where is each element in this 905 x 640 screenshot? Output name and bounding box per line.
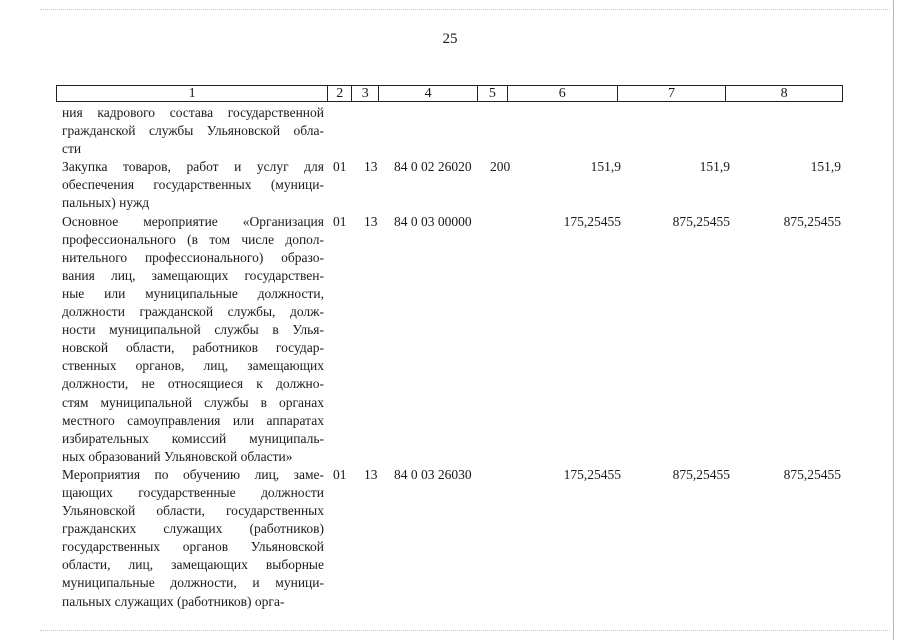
- description-line: должности гражданской службы, долж-: [62, 304, 324, 320]
- description-line: ные или муниципальные должности,: [62, 285, 324, 301]
- row-description: [62, 104, 324, 158]
- header-col-1: 1: [57, 86, 328, 101]
- row-description: [62, 213, 324, 466]
- cell-c6: 151,9: [590, 159, 621, 175]
- description-line: пальных служащих (работников) орга-: [62, 593, 285, 609]
- description-line: ния кадрового состава государственной: [62, 105, 324, 120]
- description-line: избирательных комиссий муниципаль-: [62, 430, 324, 446]
- description-line: новской области, работников государ-: [62, 340, 324, 356]
- description-line: щающих государственные должности: [62, 484, 324, 500]
- description-line: муниципальные должности, и муници-: [62, 575, 324, 591]
- description-line: профессионального (в том числе допол-: [62, 231, 324, 247]
- header-col-5: 5: [478, 86, 508, 101]
- description-line: пальных) нужд: [62, 195, 150, 211]
- description-line: Закупка товаров, работ и услуг для: [62, 159, 324, 175]
- description-line: ных образований Ульяновской области»: [62, 448, 293, 464]
- cell-c4: 84 0 03 00000: [394, 213, 472, 229]
- cell-c7: 875,25455: [672, 466, 730, 482]
- description-line: должности, не относящиеся к должно-: [62, 376, 324, 392]
- cell-c4: 84 0 02 26020: [394, 159, 472, 175]
- description-line: области, лиц, замещающих выборные: [62, 557, 324, 573]
- description-line: ности муниципальной службы в Улья-: [62, 322, 324, 338]
- cell-c2: 01: [333, 466, 347, 482]
- description-line: гражданской службы Ульяновской обла-: [62, 123, 324, 139]
- header-col-2: 2: [328, 86, 352, 101]
- description-line: Ульяновской области, государственных: [62, 503, 324, 519]
- cell-c8: 875,25455: [783, 466, 841, 482]
- cell-c6: 175,25455: [563, 466, 621, 482]
- header-col-4: 4: [379, 86, 478, 101]
- table-header: [56, 85, 843, 102]
- table-row: [0, 158, 905, 212]
- description-line: Мероприятия по обучению лиц, заме-: [62, 466, 324, 482]
- description-line: обеспечения государственных (муници-: [62, 177, 324, 193]
- description-line: гражданских служащих (работников): [62, 521, 324, 537]
- description-line: сти: [62, 141, 82, 157]
- scan-artifact-top: [40, 9, 890, 10]
- description-line: государственных органов Ульяновской: [62, 539, 324, 555]
- row-description: [62, 158, 324, 212]
- cell-c2: 01: [333, 159, 347, 175]
- header-col-3: 3: [352, 86, 379, 101]
- header-col-6: 6: [508, 86, 618, 101]
- scan-artifact-bottom: [40, 630, 890, 631]
- cell-c7: 875,25455: [672, 213, 730, 229]
- cell-c4: 84 0 03 26030: [394, 466, 472, 482]
- description-line: местного самоуправления или аппаратах: [62, 412, 324, 428]
- header-col-8: 8: [780, 86, 788, 101]
- cell-c3: 13: [364, 466, 378, 482]
- cell-c2: 01: [333, 213, 347, 229]
- cell-c3: 13: [364, 159, 378, 175]
- table-row: [0, 104, 905, 158]
- row-description: [62, 466, 324, 611]
- table-body: [0, 104, 905, 611]
- description-line: стям муниципальной службы в органах: [62, 394, 324, 410]
- cell-c6: 175,25455: [563, 213, 621, 229]
- description-line: ственных органов, лиц, замещающих: [62, 358, 324, 374]
- cell-c7: 151,9: [699, 159, 730, 175]
- cell-c8: 875,25455: [783, 213, 841, 229]
- cell-c8: 151,9: [810, 159, 841, 175]
- table-row: [0, 466, 905, 611]
- table-row: [0, 213, 905, 466]
- description-line: Основное мероприятие «Организация: [62, 213, 324, 229]
- page-number: 25: [442, 31, 458, 47]
- cell-c5: 200: [490, 159, 511, 175]
- description-line: вания лиц, замещающих государствен-: [62, 267, 324, 283]
- description-line: нительного профессионального) образо-: [62, 249, 324, 265]
- header-col-7: 7: [618, 86, 727, 101]
- cell-c3: 13: [364, 213, 378, 229]
